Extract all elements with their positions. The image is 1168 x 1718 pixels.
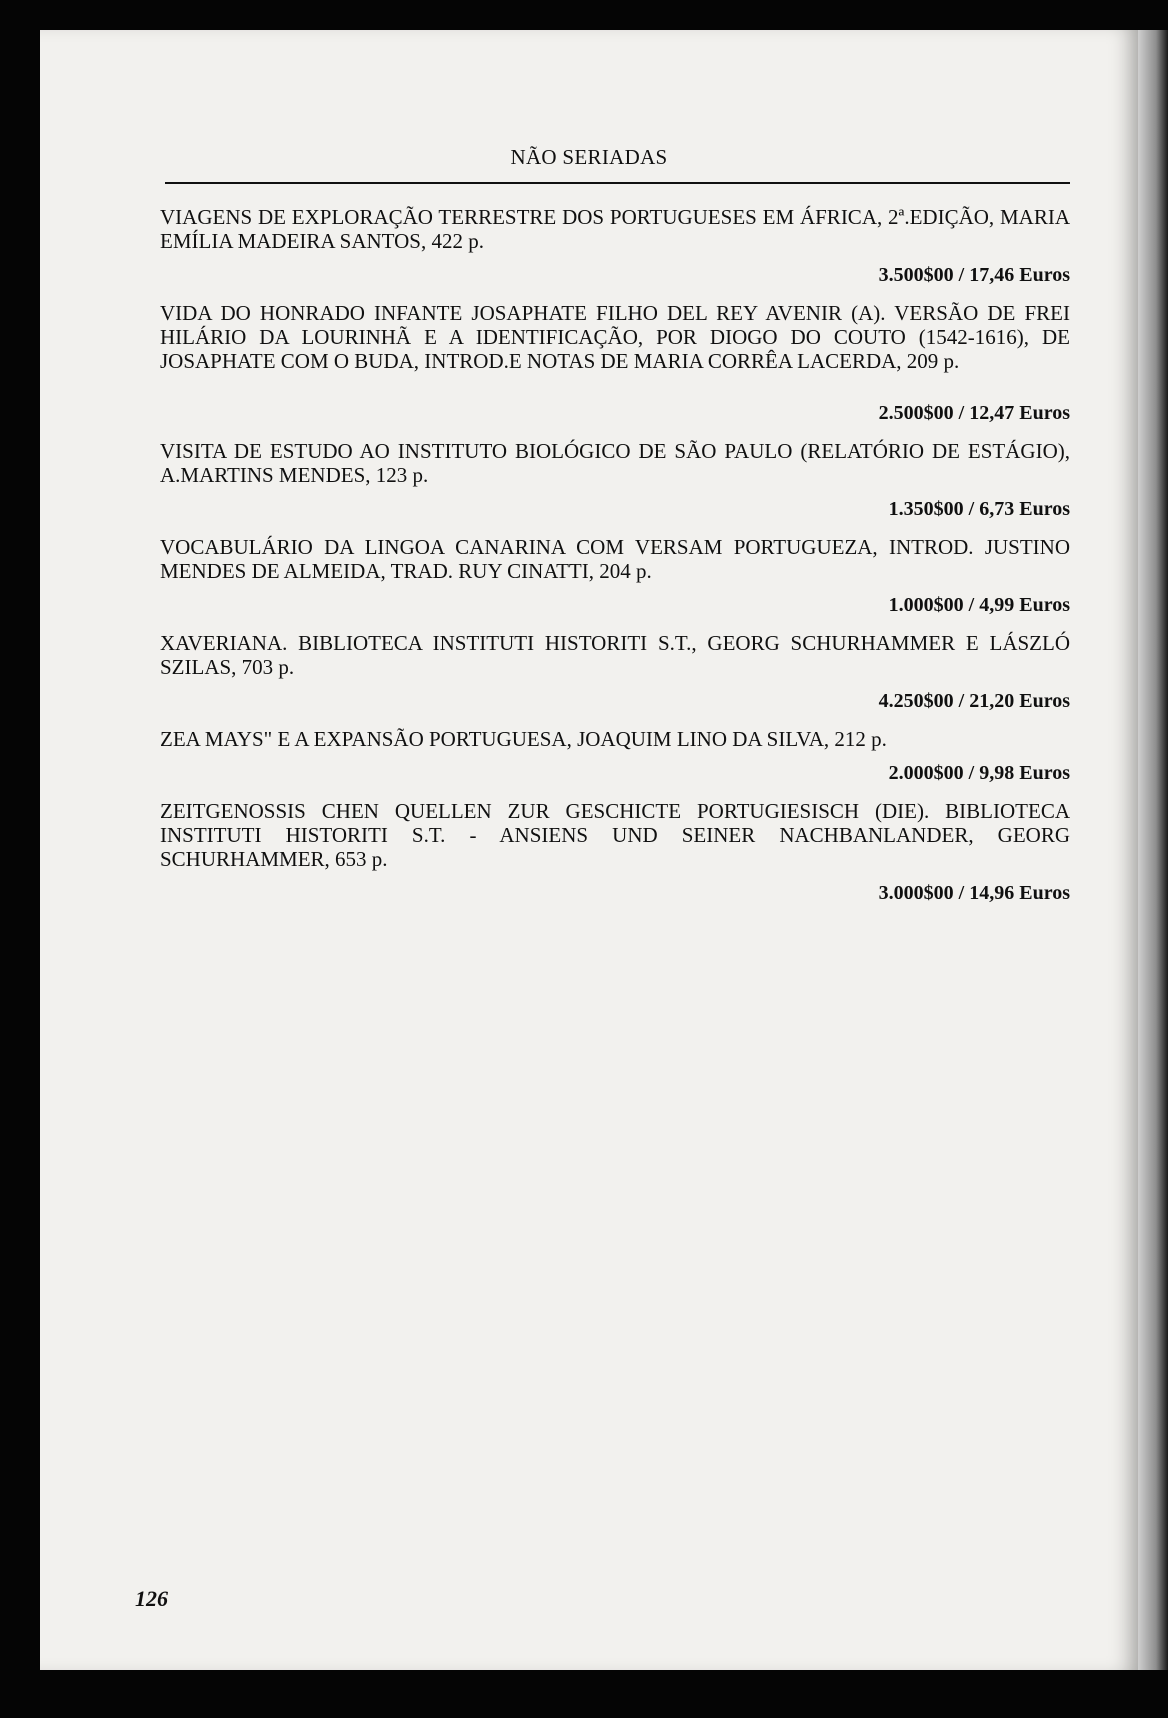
entry-title: VIAGENS DE EXPLORAÇÃO TERRESTRE DOS PORTUGUESES EM ÁFRICA, 2ª.EDIÇÃO, MARIA EMÍLIA MADEIRA SANTOS, 422 p.: [160, 205, 1070, 253]
entry-price: 1.350$00 / 6,73 Euros: [888, 498, 1070, 520]
catalog-entry: [160, 799, 1070, 905]
entry-price: 3.500$00 / 17,46 Euros: [878, 264, 1070, 286]
entry-title: ZEITGENOSSIS CHEN QUELLEN ZUR GESCHICTE PORTUGIESISCH (DIE). BIBLIOTECA INSTITUTI HISTORITI S.T. - ANSIENS UND SEINER NACHBANLANDER, GEORG SCHURHAMMER, 653 p.: [160, 799, 1070, 871]
entry-title: VOCABULÁRIO DA LINGOA CANARINA COM VERSAM PORTUGUEZA, INTROD. JUSTINO MENDES DE ALMEIDA, TRAD. RUY CINATTI, 204 p.: [160, 535, 1070, 583]
catalog-entry: [160, 631, 1070, 713]
entry-price: 3.000$00 / 14,96 Euros: [878, 882, 1070, 904]
page-content: [40, 30, 1138, 1670]
header-rule: [165, 182, 1070, 184]
page-number: 126: [135, 1586, 168, 1611]
document-page: [40, 30, 1138, 1670]
section-header: NÃO SERIADAS: [510, 145, 668, 169]
entry-title: VIDA DO HONRADO INFANTE JOSAPHATE FILHO DEL REY AVENIR (A). VERSÃO DE FREI HILÁRIO DA LOURINHÃ E A IDENTIFICAÇÃO, POR DIOGO DO COUTO (1542-1616), DE JOSAPHATE COM O BUDA, INTROD.E NOTAS DE MARIA CORRÊA LACERDA, 209 p.: [160, 301, 1070, 373]
page-edge-shadow: [1138, 30, 1168, 1670]
entry-price: 2.500$00 / 12,47 Euros: [878, 402, 1070, 424]
catalog-entry: [160, 205, 1070, 287]
entry-price: 2.000$00 / 9,98 Euros: [888, 762, 1070, 784]
catalog-entry: [160, 535, 1070, 617]
entry-title: ZEA MAYS" E A EXPANSÃO PORTUGUESA, JOAQUIM LINO DA SILVA, 212 p.: [160, 727, 887, 751]
catalog-entries: [160, 205, 1070, 919]
entry-title: VISITA DE ESTUDO AO INSTITUTO BIOLÓGICO DE SÃO PAULO (RELATÓRIO DE ESTÁGIO), A.MARTINS MENDES, 123 p.: [160, 439, 1070, 487]
catalog-entry: [160, 439, 1070, 521]
catalog-entry: [160, 727, 1070, 785]
entry-title: XAVERIANA. BIBLIOTECA INSTITUTI HISTORITI S.T., GEORG SCHURHAMMER E LÁSZLÓ SZILAS, 703 p.: [160, 631, 1070, 679]
catalog-entry: [160, 301, 1070, 425]
entry-price: 1.000$00 / 4,99 Euros: [888, 594, 1070, 616]
entry-price: 4.250$00 / 21,20 Euros: [878, 690, 1070, 712]
